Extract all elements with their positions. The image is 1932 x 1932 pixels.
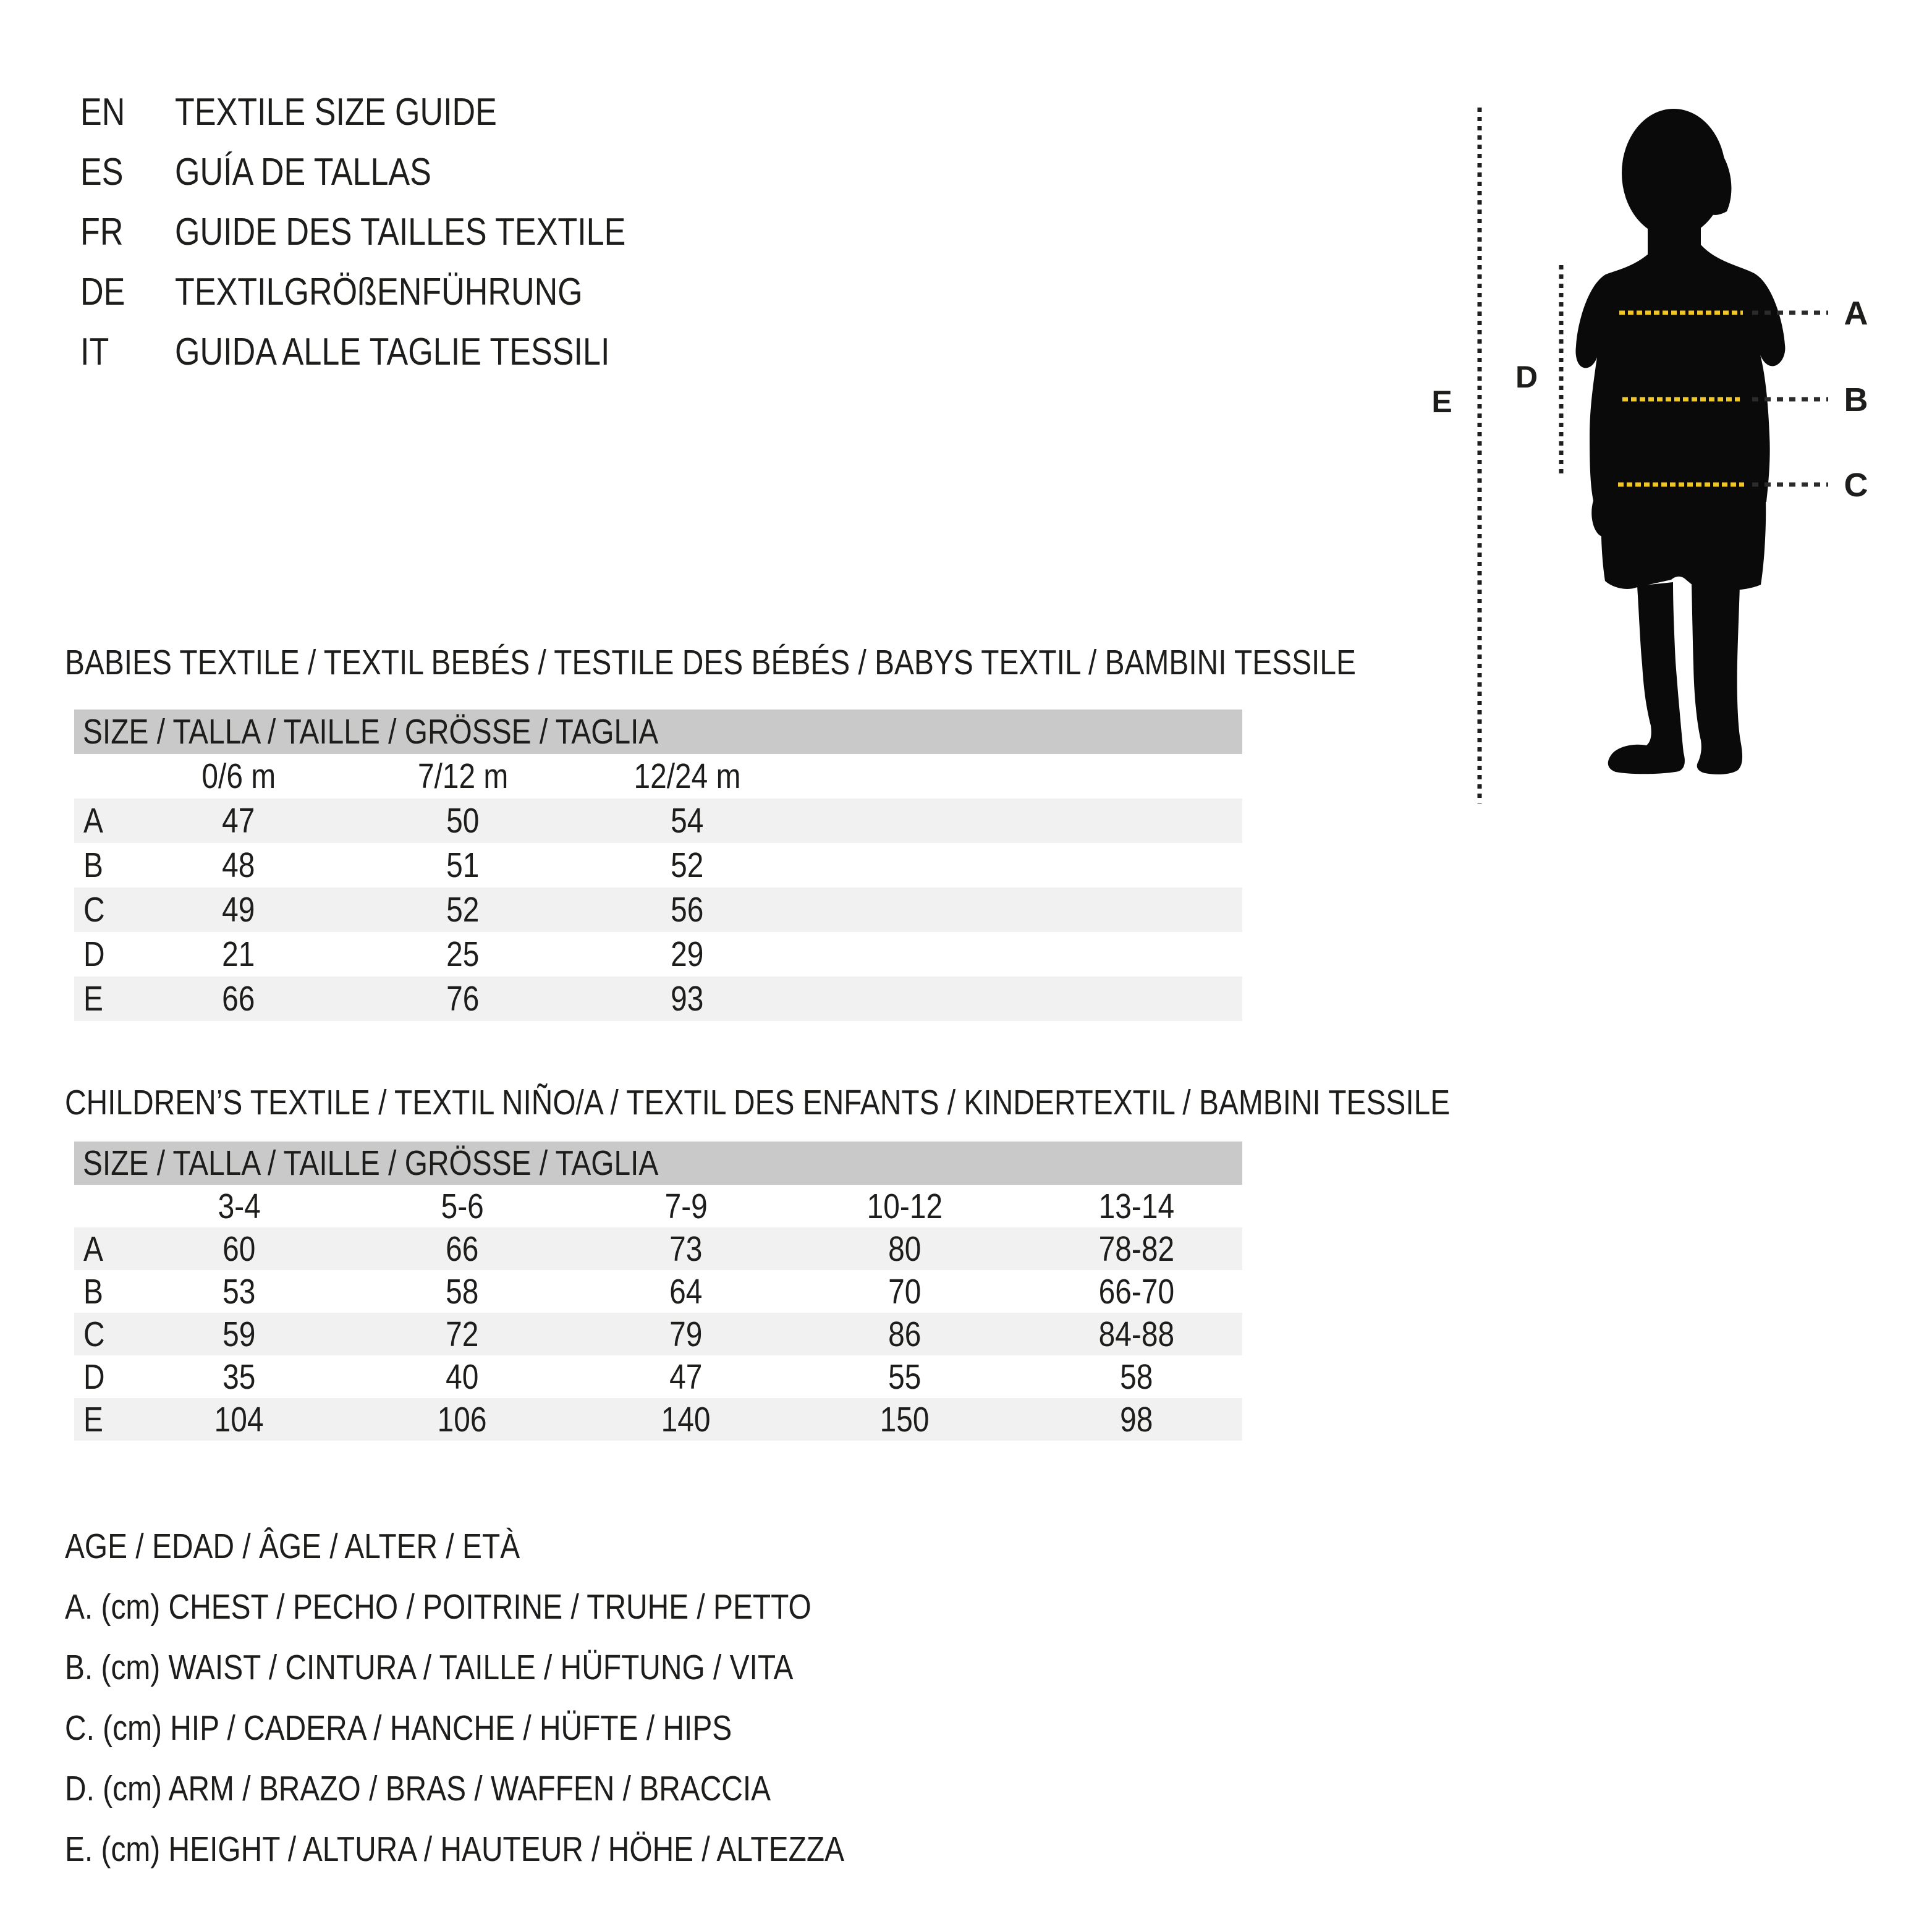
column-header bbox=[370, 756, 556, 797]
row-label-text: A bbox=[83, 1229, 103, 1269]
legend-height bbox=[65, 1829, 993, 1869]
column-header-text: 3-4 bbox=[218, 1186, 261, 1226]
legend-waist bbox=[65, 1648, 932, 1687]
size-value-text: 150 bbox=[880, 1399, 930, 1439]
size-value bbox=[595, 978, 780, 1019]
size-value bbox=[593, 1399, 779, 1440]
row-label-text: D bbox=[83, 934, 105, 974]
size-value-text: 66 bbox=[446, 1229, 479, 1269]
label-c: C bbox=[1844, 467, 1870, 504]
children-size-header-bar bbox=[74, 1142, 1242, 1185]
size-value-text: 55 bbox=[888, 1357, 922, 1397]
size-value-text: 60 bbox=[222, 1229, 256, 1269]
row-label-text: E bbox=[83, 979, 103, 1019]
size-value bbox=[1044, 1314, 1229, 1355]
size-value-text: 58 bbox=[446, 1271, 479, 1311]
size-value-text: 104 bbox=[214, 1399, 264, 1439]
legend-hip bbox=[65, 1708, 859, 1748]
row-label-text: E bbox=[83, 1399, 103, 1439]
size-value-text: 47 bbox=[669, 1357, 703, 1397]
table-row bbox=[74, 1398, 1242, 1441]
size-value-text: 79 bbox=[669, 1314, 703, 1354]
size-value-text: 70 bbox=[888, 1271, 922, 1311]
size-value bbox=[595, 889, 780, 930]
row-label bbox=[83, 978, 107, 1019]
size-value-text: 64 bbox=[669, 1271, 703, 1311]
size-value-text: 66-70 bbox=[1098, 1271, 1175, 1311]
size-value bbox=[146, 1314, 332, 1355]
size-value bbox=[812, 1271, 998, 1312]
row-label bbox=[83, 800, 107, 841]
size-value bbox=[1044, 1357, 1229, 1397]
table-row bbox=[74, 888, 1242, 932]
column-header-text: 0/6 m bbox=[201, 756, 276, 796]
size-value-text: 35 bbox=[222, 1357, 256, 1397]
size-value bbox=[812, 1357, 998, 1397]
row-label bbox=[83, 1399, 107, 1440]
babies-title-text: BABIES TEXTILE / TEXTIL BEBÉS / TESTILE DES BÉBÉS / BABYS TEXTIL / BAMBINI TESSILE bbox=[65, 643, 1356, 682]
column-header-text: 7/12 m bbox=[417, 756, 509, 796]
lang-code: FR bbox=[80, 211, 124, 253]
row-label bbox=[83, 845, 107, 886]
table-row bbox=[74, 1227, 1242, 1270]
legend-text: A. (cm) CHEST / PECHO / POITRINE / TRUHE / PETTO bbox=[65, 1587, 811, 1627]
child-silhouette bbox=[1575, 109, 1785, 774]
column-header-row bbox=[74, 754, 1242, 799]
table-row bbox=[74, 977, 1242, 1021]
babies-size-header-bar bbox=[74, 710, 1242, 754]
column-header-text: 5-6 bbox=[441, 1186, 484, 1226]
size-value-text: 40 bbox=[446, 1357, 479, 1397]
size-value bbox=[1044, 1271, 1229, 1312]
lang-code: DE bbox=[80, 271, 125, 313]
babies-rows bbox=[74, 754, 1242, 1021]
size-value-text: 52 bbox=[446, 890, 480, 930]
size-value bbox=[812, 1229, 998, 1269]
size-value-text: 58 bbox=[1120, 1357, 1153, 1397]
label-e: E bbox=[1431, 384, 1454, 419]
size-value-text: 140 bbox=[661, 1399, 711, 1439]
row-label bbox=[83, 889, 109, 930]
legend-arm bbox=[65, 1769, 905, 1808]
header-row-en bbox=[80, 90, 558, 135]
size-value bbox=[370, 1314, 555, 1355]
size-value-text: 76 bbox=[446, 979, 480, 1019]
legend-text: B. (cm) WAIST / CINTURA / TAILLE / HÜFTUNG / VITA bbox=[65, 1648, 794, 1687]
size-value-text: 29 bbox=[671, 934, 704, 974]
row-label-text: D bbox=[83, 1357, 105, 1397]
size-header-label: SIZE / TALLA / TAILLE / GRÖSSE / TAGLIA bbox=[83, 1143, 659, 1183]
size-value-text: 51 bbox=[446, 845, 480, 885]
children-title-text: CHILDREN’S TEXTILE / TEXTIL NIÑO/A / TEXTIL DES ENFANTS / KINDERTEXTIL / BAMBINI TESSILE bbox=[65, 1083, 1451, 1122]
size-header-label: SIZE / TALLA / TAILLE / GRÖSSE / TAGLIA bbox=[83, 712, 659, 752]
size-value bbox=[1044, 1229, 1229, 1269]
row-label bbox=[83, 1271, 107, 1312]
size-value-text: 86 bbox=[888, 1314, 922, 1354]
column-header-text: 13-14 bbox=[1098, 1186, 1175, 1226]
size-value-text: 73 bbox=[669, 1229, 703, 1269]
column-header bbox=[812, 1186, 998, 1227]
size-value-text: 80 bbox=[888, 1229, 922, 1269]
header-row-de bbox=[80, 269, 660, 315]
column-header bbox=[146, 756, 331, 797]
size-value bbox=[146, 978, 331, 1019]
lang-code: IT bbox=[80, 331, 109, 373]
size-value-text: 48 bbox=[222, 845, 255, 885]
size-value bbox=[812, 1399, 998, 1440]
row-label bbox=[83, 934, 109, 975]
size-value-text: 56 bbox=[671, 890, 704, 930]
size-value bbox=[370, 1357, 555, 1397]
column-header-text: 7-9 bbox=[664, 1186, 708, 1226]
size-value bbox=[146, 934, 331, 975]
size-value bbox=[370, 934, 556, 975]
size-value bbox=[593, 1357, 779, 1397]
column-header bbox=[1044, 1186, 1229, 1227]
size-value-text: 66 bbox=[222, 979, 255, 1019]
size-value bbox=[593, 1271, 779, 1312]
size-value bbox=[146, 889, 331, 930]
size-value bbox=[370, 1399, 555, 1440]
size-value bbox=[593, 1229, 779, 1269]
size-value bbox=[146, 1399, 332, 1440]
size-value-text: 93 bbox=[671, 979, 704, 1019]
size-value bbox=[370, 1229, 555, 1269]
column-header-text: 12/24 m bbox=[633, 756, 741, 796]
legend-text: AGE / EDAD / ÂGE / ALTER / ETÀ bbox=[65, 1527, 520, 1566]
table-row bbox=[74, 1355, 1242, 1398]
header-row-es bbox=[80, 150, 480, 195]
size-value bbox=[146, 845, 331, 886]
size-value bbox=[370, 800, 556, 841]
size-value-text: 72 bbox=[446, 1314, 479, 1354]
row-label-text: A bbox=[83, 801, 103, 841]
row-label bbox=[83, 1229, 107, 1269]
legend-text: E. (cm) HEIGHT / ALTURA / HAUTEUR / HÖHE / ALTEZZA bbox=[65, 1829, 845, 1869]
size-value-text: 52 bbox=[671, 845, 704, 885]
table-row bbox=[74, 843, 1242, 888]
legend-text: D. (cm) ARM / BRAZO / BRAS / WAFFEN / BRACCIA bbox=[65, 1769, 771, 1808]
size-value bbox=[595, 800, 780, 841]
guide-title: GUIDA ALLE TAGLIE TESSILI bbox=[175, 331, 610, 373]
column-header-text: 10-12 bbox=[866, 1186, 943, 1226]
size-value-text: 47 bbox=[222, 801, 255, 841]
size-value bbox=[593, 1314, 779, 1355]
guide-title: GUIDE DES TAILLES TEXTILE bbox=[175, 211, 626, 253]
babies-section-title bbox=[65, 643, 1602, 682]
lang-code: EN bbox=[80, 91, 125, 133]
measurement-diagram bbox=[1421, 87, 1932, 816]
size-value bbox=[370, 978, 556, 1019]
size-value-text: 78-82 bbox=[1098, 1229, 1175, 1269]
size-value-text: 25 bbox=[446, 934, 480, 974]
table-row bbox=[74, 1313, 1242, 1355]
size-value-text: 98 bbox=[1120, 1399, 1153, 1439]
size-value-text: 106 bbox=[438, 1399, 487, 1439]
row-label-text: C bbox=[83, 1314, 105, 1354]
header-row-fr bbox=[80, 210, 711, 255]
guide-title: TEXTILGRÖßENFÜHRUNG bbox=[175, 271, 583, 313]
size-value-text: 59 bbox=[222, 1314, 256, 1354]
size-value-text: 49 bbox=[222, 890, 255, 930]
lang-code: ES bbox=[80, 151, 124, 193]
column-header bbox=[146, 1186, 332, 1227]
column-header-row bbox=[74, 1185, 1242, 1227]
legend-chest bbox=[65, 1587, 954, 1627]
row-label-text: B bbox=[83, 845, 103, 885]
size-value-text: 54 bbox=[671, 801, 704, 841]
size-value bbox=[595, 845, 780, 886]
row-label bbox=[83, 1357, 109, 1397]
column-header bbox=[370, 1186, 555, 1227]
size-value bbox=[370, 1271, 555, 1312]
size-value-text: 21 bbox=[222, 934, 255, 974]
size-value bbox=[146, 1271, 332, 1312]
row-label-text: C bbox=[83, 890, 105, 930]
babies-table bbox=[74, 710, 1242, 1021]
size-value bbox=[146, 800, 331, 841]
row-label bbox=[83, 1314, 109, 1355]
size-value-text: 84-88 bbox=[1098, 1314, 1175, 1354]
column-header bbox=[595, 756, 780, 797]
header-row-it bbox=[80, 329, 692, 375]
table-row bbox=[74, 932, 1242, 977]
guide-title: TEXTILE SIZE GUIDE bbox=[175, 91, 497, 133]
size-value bbox=[812, 1314, 998, 1355]
size-value bbox=[370, 845, 556, 886]
size-value bbox=[595, 934, 780, 975]
column-header bbox=[593, 1186, 779, 1227]
size-value-text: 53 bbox=[222, 1271, 256, 1311]
table-row bbox=[74, 1270, 1242, 1313]
guide-title: GUÍA DE TALLAS bbox=[175, 151, 431, 193]
children-section-title bbox=[65, 1083, 1714, 1122]
label-d: D bbox=[1515, 360, 1540, 394]
legend-text: C. (cm) HIP / CADERA / HANCHE / HÜFTE / HIPS bbox=[65, 1708, 732, 1748]
size-value-text: 50 bbox=[446, 801, 480, 841]
size-value bbox=[146, 1229, 332, 1269]
children-table bbox=[74, 1142, 1242, 1441]
legend-age bbox=[65, 1527, 606, 1566]
size-value bbox=[146, 1357, 332, 1397]
label-a: A bbox=[1844, 295, 1870, 332]
table-row bbox=[74, 799, 1242, 843]
size-value bbox=[1044, 1399, 1229, 1440]
label-b: B bbox=[1844, 381, 1870, 418]
children-rows bbox=[74, 1185, 1242, 1441]
size-value bbox=[370, 889, 556, 930]
row-label-text: B bbox=[83, 1271, 103, 1311]
